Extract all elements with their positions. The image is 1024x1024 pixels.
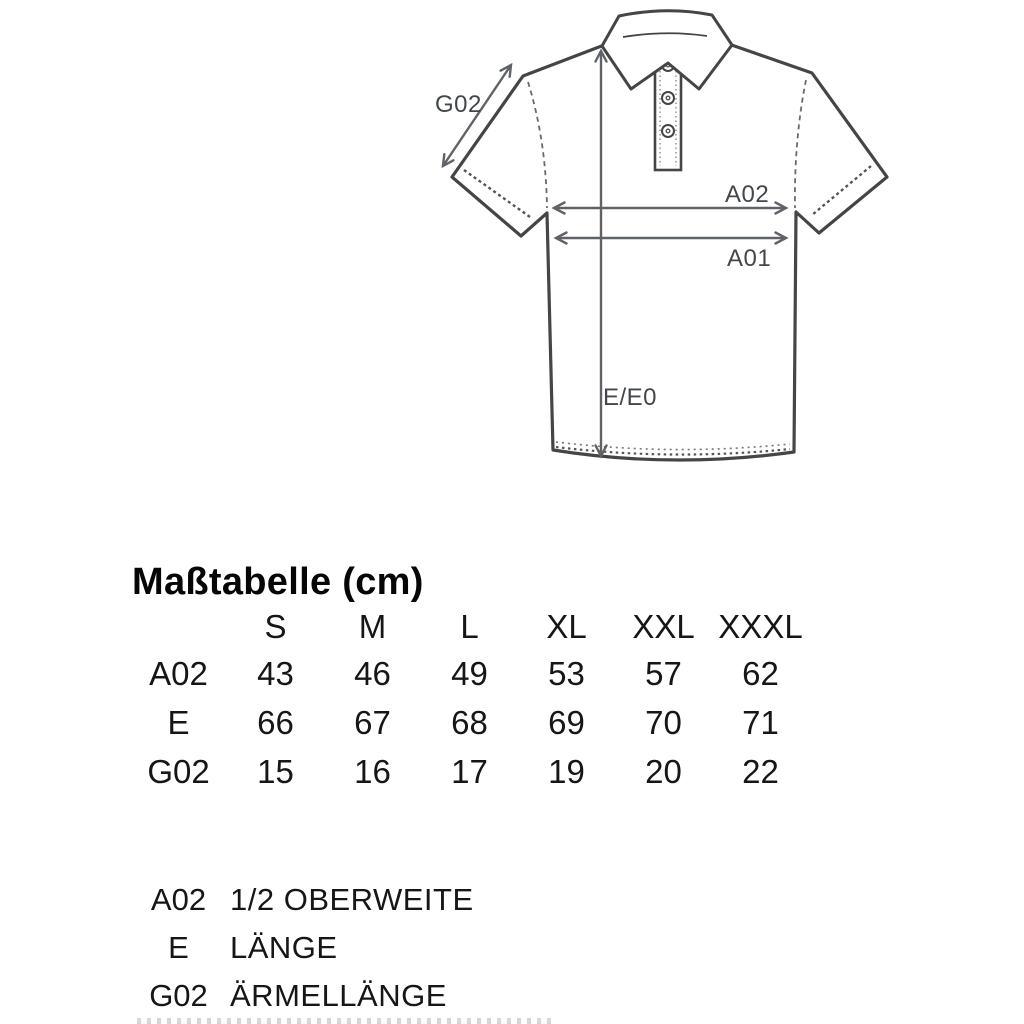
length-label: E/E0 (603, 384, 658, 411)
cell-g02-l: 17 (451, 752, 488, 790)
cell-a02-m: 46 (354, 654, 391, 692)
cell-a02-l: 49 (451, 654, 488, 692)
legend-code-e: E (168, 930, 189, 965)
size-table-title: Maßtabelle (cm) (132, 561, 424, 603)
row-label-e: E (167, 703, 190, 741)
button-icon (662, 125, 674, 137)
cell-g02-xxxl: 22 (742, 752, 779, 790)
column-header-l: L (460, 608, 479, 645)
cell-e-xxl: 70 (645, 703, 682, 741)
chest-width-label-a02: A02 (725, 181, 770, 208)
column-header-m: M (358, 608, 387, 645)
column-header-xl: XL (546, 608, 587, 645)
chest-width-label-a01: A01 (727, 245, 772, 272)
cell-e-xxxl: 71 (742, 703, 779, 741)
cell-e-xl: 69 (548, 703, 585, 741)
cell-e-l: 68 (451, 703, 488, 741)
row-label-a02: A02 (149, 654, 208, 692)
column-header-xxl: XXL (632, 608, 695, 645)
legend-code-a02: A02 (150, 882, 207, 917)
legend-description-g02: ÄRMELLÄNGE (230, 978, 447, 1013)
row-label-g02: G02 (147, 752, 210, 790)
cell-g02-m: 16 (354, 752, 391, 790)
cell-g02-xl: 19 (548, 752, 585, 790)
cell-a02-xxl: 57 (645, 654, 682, 692)
button-placket (655, 58, 681, 170)
cutoff-text-fragment (137, 1018, 557, 1024)
cell-a02-xl: 53 (548, 654, 585, 692)
measurement-legend (130, 876, 474, 1020)
legend-description-a02: 1/2 OBERWEITE (230, 882, 474, 917)
sleeve-length-label: G02 (435, 91, 482, 118)
cell-a02-xxxl: 62 (742, 654, 779, 692)
legend-code-g02: G02 (149, 978, 208, 1013)
cell-a02-s: 43 (257, 654, 294, 692)
legend-description-e: LÄNGE (230, 930, 338, 965)
cell-e-m: 67 (354, 703, 391, 741)
cell-e-s: 66 (257, 703, 294, 741)
button-icon (662, 92, 674, 104)
cell-g02-s: 15 (257, 752, 294, 790)
column-header-xxxl: XXXL (718, 608, 803, 645)
corner-cell (130, 605, 227, 649)
size-table (130, 605, 809, 796)
cell-g02-xxl: 20 (645, 752, 682, 790)
column-header-s: S (264, 608, 287, 645)
